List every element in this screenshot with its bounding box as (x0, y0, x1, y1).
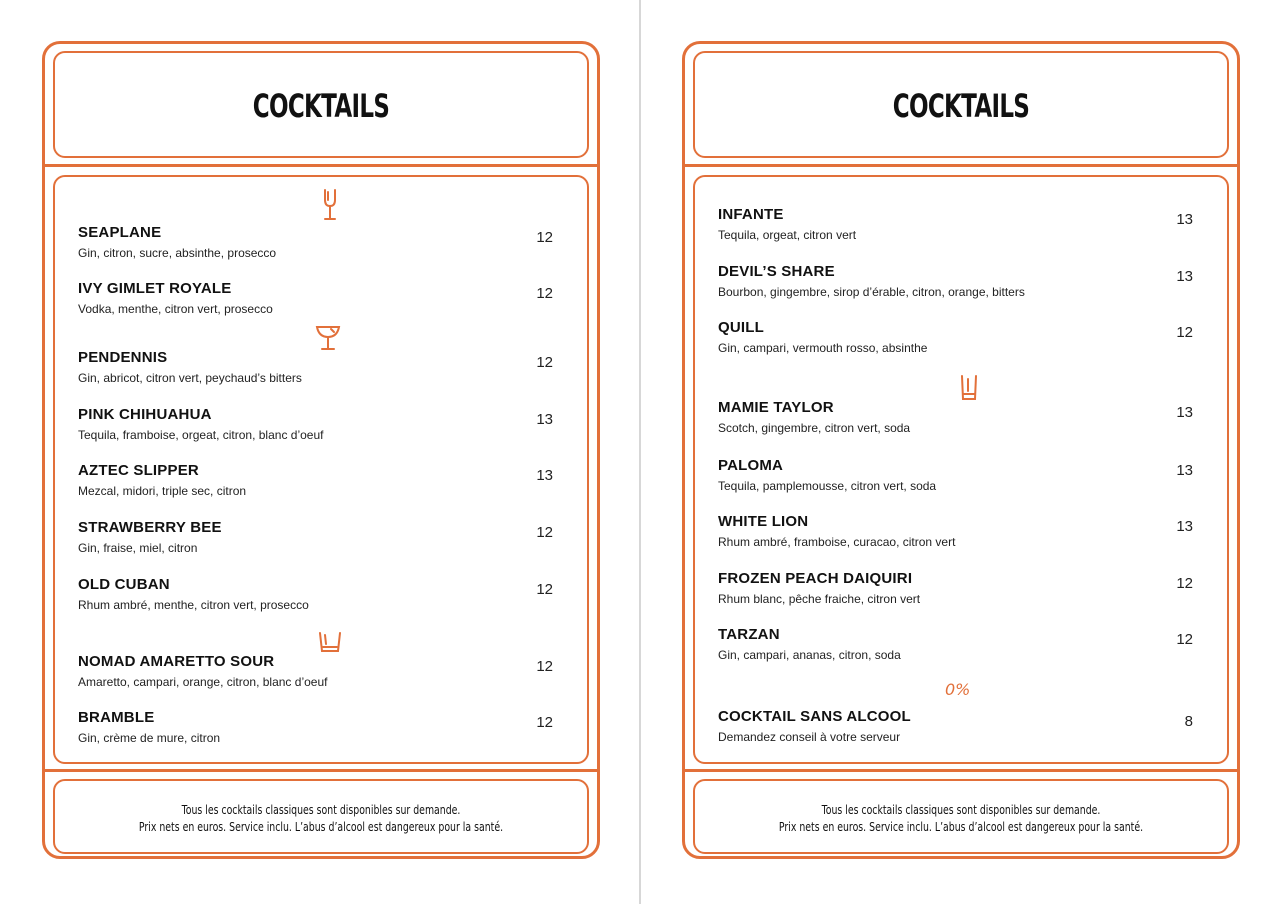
item-price: 12 (536, 354, 553, 371)
item-name: OLD CUBAN (78, 576, 170, 593)
item-price: 12 (536, 581, 553, 598)
item-price: 12 (536, 285, 553, 302)
page-divider (639, 0, 641, 904)
item-name: FROZEN PEACH DAIQUIRI (718, 570, 913, 587)
menu-item (718, 513, 1193, 557)
item-desc: Rhum ambré, menthe, citron vert, prosecco (78, 598, 309, 612)
menu-page-right (682, 41, 1240, 859)
item-name: QUILL (718, 319, 764, 336)
menu-item (78, 349, 553, 393)
page-title: COCKTAILS (252, 87, 390, 125)
item-price: 12 (1176, 631, 1193, 648)
menu-item (78, 462, 553, 506)
item-name: PENDENNIS (78, 349, 168, 366)
menu-item (78, 653, 553, 697)
item-price: 13 (536, 411, 553, 428)
footer-line-2: Prix nets en euros. Service inclu. L’abus d’alcool est dangereux pour la santé. (778, 820, 1144, 834)
item-desc: Tequila, orgeat, citron vert (718, 228, 857, 242)
separator-bottom (45, 769, 597, 772)
item-desc: Gin, campari, vermouth rosso, absinthe (718, 341, 928, 355)
item-name: IVY GIMLET ROYALE (78, 280, 232, 297)
menu-item (78, 406, 553, 450)
item-name: SEAPLANE (78, 224, 162, 241)
item-name: BRAMBLE (78, 709, 155, 726)
menu-item (718, 206, 1193, 250)
footer-box (53, 779, 589, 854)
item-name: MAMIE TAYLOR (718, 399, 834, 416)
item-price: 12 (1176, 324, 1193, 341)
zero-percent-icon: 0% (945, 680, 971, 699)
item-price: 8 (1184, 713, 1193, 730)
item-price: 13 (1176, 518, 1193, 535)
menu-item (718, 399, 1193, 443)
item-name: COCKTAIL SANS ALCOOL (718, 708, 911, 725)
menu-item (78, 519, 553, 563)
item-name: WHITE LION (718, 513, 809, 530)
item-desc: Gin, fraise, miel, citron (78, 541, 198, 555)
menu-item (78, 280, 553, 324)
menu-item (78, 576, 553, 620)
item-name: STRAWBERRY BEE (78, 519, 222, 536)
item-name: NOMAD AMARETTO SOUR (78, 653, 275, 670)
item-name: TARZAN (718, 626, 780, 643)
page-title: COCKTAILS (892, 87, 1030, 125)
item-desc: Tequila, framboise, orgeat, citron, blanc d’oeuf (78, 428, 324, 442)
footer-line-2: Prix nets en euros. Service inclu. L’abus d’alcool est dangereux pour la santé. (138, 820, 504, 834)
header-box (693, 51, 1229, 158)
item-desc: Vodka, menthe, citron vert, prosecco (78, 302, 273, 316)
item-desc: Gin, campari, ananas, citron, soda (718, 648, 901, 662)
flute-glass-icon (315, 188, 345, 218)
menu-body (693, 175, 1229, 764)
item-price: 13 (1176, 462, 1193, 479)
item-desc: Gin, abricot, citron vert, peychaud’s bitters (78, 371, 302, 385)
item-price: 13 (1176, 268, 1193, 285)
header-box (53, 51, 589, 158)
item-desc: Gin, crème de mure, citron (78, 731, 221, 745)
footer-box (693, 779, 1229, 854)
footer-line-1: Tous les cocktails classiques sont disponibles sur demande. (821, 803, 1101, 817)
separator-top (685, 164, 1237, 167)
item-desc: Amaretto, campari, orange, citron, blanc d’oeuf (78, 675, 328, 689)
item-desc: Tequila, pamplemousse, citron vert, soda (718, 479, 937, 493)
item-price: 13 (1176, 211, 1193, 228)
item-desc: Mezcal, midori, triple sec, citron (78, 484, 247, 498)
separator-top (45, 164, 597, 167)
menu-item (718, 708, 1193, 752)
menu-item (78, 709, 553, 753)
item-price: 12 (536, 658, 553, 675)
item-desc: Gin, citron, sucre, absinthe, prosecco (78, 246, 277, 260)
footer-line-1: Tous les cocktails classiques sont disponibles sur demande. (181, 803, 461, 817)
item-name: AZTEC SLIPPER (78, 462, 199, 479)
menu-item (718, 626, 1193, 670)
item-name: PALOMA (718, 457, 784, 474)
item-desc: Demandez conseil à votre serveur (718, 730, 901, 744)
item-name: DEVIL’S SHARE (718, 263, 835, 280)
item-price: 12 (536, 714, 553, 731)
item-name: PINK CHIHUAHUA (78, 406, 212, 423)
item-price: 12 (1176, 575, 1193, 592)
item-price: 12 (536, 229, 553, 246)
item-desc: Rhum ambré, framboise, curacao, citron vert (718, 535, 956, 549)
menu-item (718, 319, 1193, 363)
item-desc: Rhum blanc, pêche fraiche, citron vert (718, 592, 921, 606)
item-name: INFANTE (718, 206, 784, 223)
item-price: 13 (1176, 404, 1193, 421)
item-price: 12 (536, 524, 553, 541)
item-desc: Bourbon, gingembre, sirop d’érable, citron, orange, bitters (718, 285, 1025, 299)
menu-page-left (42, 41, 600, 859)
menu-item (718, 570, 1193, 614)
separator-bottom (685, 769, 1237, 772)
menu-item (718, 263, 1193, 307)
menu-item (718, 457, 1193, 501)
menu-item (78, 224, 553, 268)
menu-body (53, 175, 589, 764)
item-price: 13 (536, 467, 553, 484)
item-desc: Scotch, gingembre, citron vert, soda (718, 421, 911, 435)
